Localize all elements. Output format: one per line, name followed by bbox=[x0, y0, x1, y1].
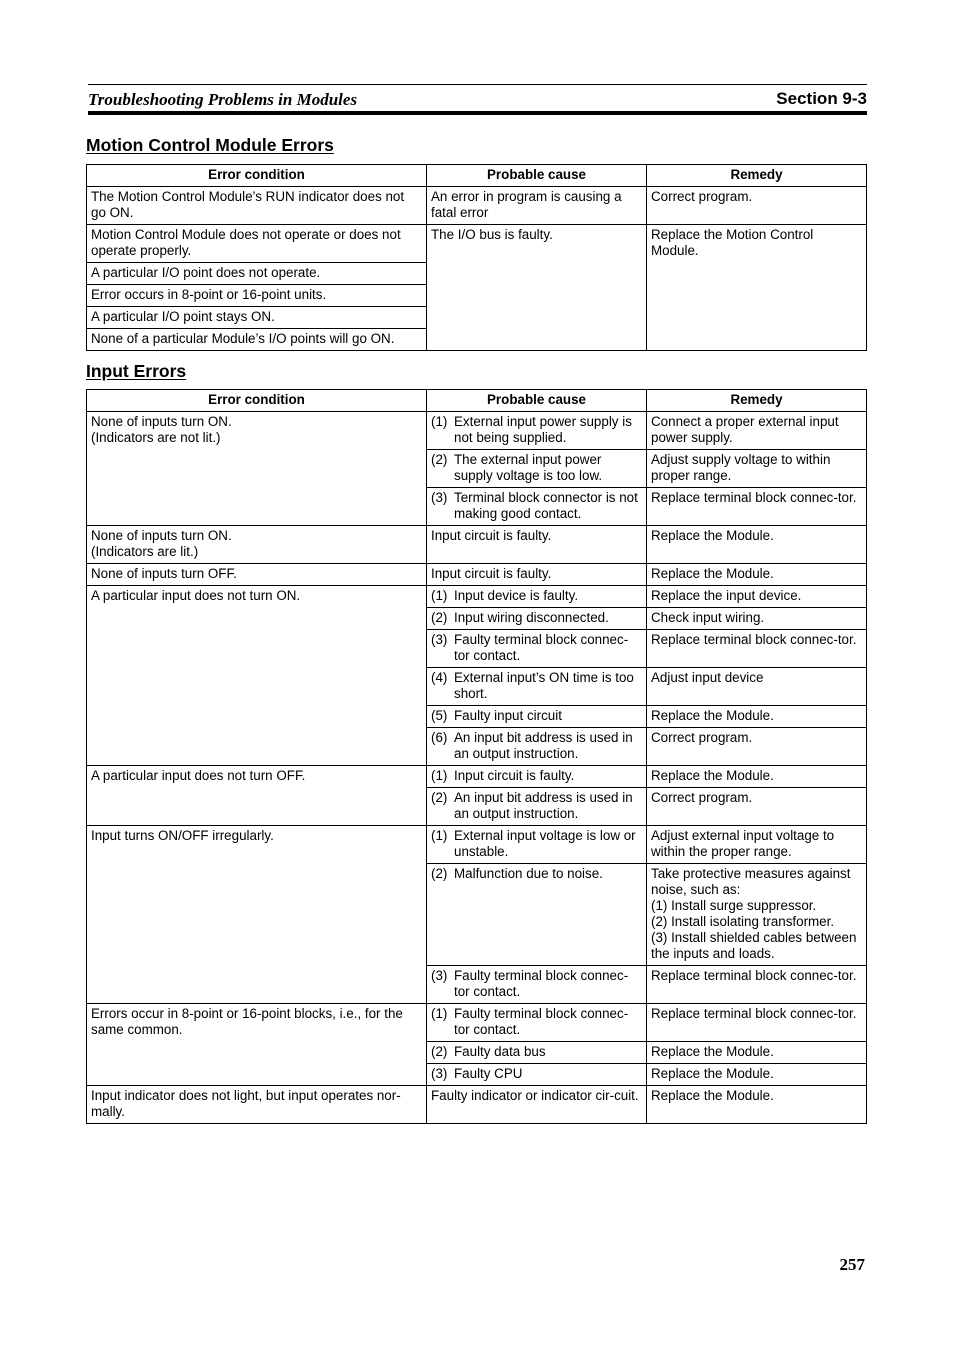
error-condition-cell: None of inputs turn ON. (Indicators are lit.) bbox=[87, 526, 427, 564]
probable-cause-cell bbox=[427, 668, 647, 706]
error-condition-cell: Input turns ON/OFF irregularly. bbox=[87, 826, 427, 1004]
cause-number: (2) bbox=[431, 790, 448, 805]
table-row bbox=[87, 187, 867, 225]
error-condition-cell: Motion Control Module does not operate or does not operate properly. bbox=[87, 225, 427, 263]
error-condition-cell: The Motion Control Module’s RUN indicator does not go ON. bbox=[87, 187, 427, 225]
input-errors-table bbox=[86, 389, 867, 1124]
table-row bbox=[87, 1086, 867, 1124]
cause-number: (4) bbox=[431, 670, 448, 685]
cause-text: Faulty data bus bbox=[454, 1044, 546, 1059]
cause-number: (1) bbox=[431, 828, 448, 843]
cause-text: An input bit address is used in an output instruction. bbox=[454, 790, 633, 821]
table-row bbox=[87, 766, 867, 788]
header-rule-top bbox=[88, 84, 867, 85]
cause-number: (2) bbox=[431, 1044, 448, 1059]
remedy-cell: Replace the Module. bbox=[647, 766, 867, 788]
remedy-cell: Connect a proper external input power supply. bbox=[647, 412, 867, 450]
cause-text: Faulty terminal block connec-tor contact. bbox=[454, 968, 629, 999]
table-header-row bbox=[87, 165, 867, 187]
probable-cause-cell bbox=[427, 412, 647, 450]
input-errors-heading: Input Errors bbox=[86, 361, 187, 381]
probable-cause-cell bbox=[427, 766, 647, 788]
error-condition-cell: A particular I/O point does not operate. bbox=[87, 263, 427, 285]
error-condition-cell: A particular input does not turn OFF. bbox=[87, 766, 427, 826]
probable-cause-cell bbox=[427, 966, 647, 1004]
cause-number: (1) bbox=[431, 588, 448, 603]
remedy-cell: Correct program. bbox=[647, 788, 867, 826]
error-condition-cell: None of inputs turn ON. (Indicators are not lit.) bbox=[87, 412, 427, 526]
cause-number: (3) bbox=[431, 1066, 448, 1081]
header-rule-bottom bbox=[88, 111, 867, 115]
cause-number: (3) bbox=[431, 632, 448, 647]
table-row bbox=[87, 826, 867, 864]
remedy-cell: Check input wiring. bbox=[647, 608, 867, 630]
probable-cause-cell bbox=[427, 864, 647, 966]
table-row bbox=[87, 586, 867, 608]
cause-number: (2) bbox=[431, 610, 448, 625]
table-row bbox=[87, 412, 867, 450]
probable-cause-cell bbox=[427, 586, 647, 608]
probable-cause-cell bbox=[427, 788, 647, 826]
cause-text: Input wiring disconnected. bbox=[454, 610, 609, 625]
probable-cause-cell bbox=[427, 1004, 647, 1042]
cause-number: (1) bbox=[431, 1006, 448, 1021]
remedy-cell: Replace terminal block connec-tor. bbox=[647, 630, 867, 668]
remedy-cell: Replace the Module. bbox=[647, 1064, 867, 1086]
column-header-remedy: Remedy bbox=[647, 165, 867, 187]
remedy-cell: Adjust supply voltage to within proper range. bbox=[647, 450, 867, 488]
remedy-cell: Replace the input device. bbox=[647, 586, 867, 608]
cause-text: Input circuit is faulty. bbox=[454, 768, 575, 783]
cause-text: The external input power supply voltage is too low. bbox=[454, 452, 603, 483]
error-condition-cell: A particular input does not turn ON. bbox=[87, 586, 427, 766]
remedy-cell: Replace terminal block connec-tor. bbox=[647, 966, 867, 1004]
remedy-cell: Correct program. bbox=[647, 187, 867, 225]
remedy-cell: Adjust external input voltage to within the proper range. bbox=[647, 826, 867, 864]
table-row bbox=[87, 1004, 867, 1042]
probable-cause-cell bbox=[427, 728, 647, 766]
cause-number: (5) bbox=[431, 708, 448, 723]
probable-cause-cell bbox=[427, 826, 647, 864]
cause-number: (1) bbox=[431, 768, 448, 783]
remedy-cell: Replace the Motion Control Module. bbox=[647, 225, 867, 351]
remedy-cell: Replace the Module. bbox=[647, 1042, 867, 1064]
cause-text: Malfunction due to noise. bbox=[454, 866, 603, 881]
remedy-cell: Replace terminal block connec-tor. bbox=[647, 1004, 867, 1042]
probable-cause-cell bbox=[427, 630, 647, 668]
column-header-probable-cause: Probable cause bbox=[427, 165, 647, 187]
cause-text: External input power supply is not being supplied. bbox=[454, 414, 632, 445]
remedy-cell: Replace terminal block connec-tor. bbox=[647, 488, 867, 526]
page-number: 257 bbox=[839, 1255, 865, 1274]
column-header-remedy: Remedy bbox=[647, 390, 867, 412]
running-header-title: Troubleshooting Problems in Modules bbox=[88, 90, 358, 109]
probable-cause-cell: Input circuit is faulty. bbox=[427, 564, 647, 586]
cause-text: Faulty CPU bbox=[454, 1066, 523, 1081]
probable-cause-cell bbox=[427, 1064, 647, 1086]
error-condition-cell: Error occurs in 8-point or 16-point units. bbox=[87, 285, 427, 307]
remedy-cell: Correct program. bbox=[647, 728, 867, 766]
error-condition-cell: Input indicator does not light, but input operates nor-mally. bbox=[87, 1086, 427, 1124]
cause-text: Faulty input circuit bbox=[454, 708, 562, 723]
cause-number: (3) bbox=[431, 968, 448, 983]
error-condition-cell: None of a particular Module’s I/O points will go ON. bbox=[87, 329, 427, 351]
table-header-row bbox=[87, 390, 867, 412]
cause-text: Input device is faulty. bbox=[454, 588, 579, 603]
probable-cause-cell bbox=[427, 608, 647, 630]
column-header-error-condition: Error condition bbox=[87, 390, 427, 412]
error-condition-cell: A particular I/O point stays ON. bbox=[87, 307, 427, 329]
remedy-cell: Replace the Module. bbox=[647, 706, 867, 728]
probable-cause-cell bbox=[427, 1042, 647, 1064]
remedy-cell: Replace the Module. bbox=[647, 526, 867, 564]
running-header-section: Section 9-3 bbox=[776, 89, 867, 108]
cause-number: (3) bbox=[431, 490, 448, 505]
probable-cause-cell: The I/O bus is faulty. bbox=[427, 225, 647, 351]
cause-number: (1) bbox=[431, 414, 448, 429]
cause-number: (6) bbox=[431, 730, 448, 745]
probable-cause-cell: Input circuit is faulty. bbox=[427, 526, 647, 564]
cause-text: External input voltage is low or unstable. bbox=[454, 828, 636, 859]
table-row bbox=[87, 225, 867, 263]
probable-cause-cell bbox=[427, 706, 647, 728]
remedy-cell: Take protective measures against noise, such as: (1) Install surge suppressor. (2) Install isolating transformer. (3) Install shielded cables between the inputs and loads. bbox=[647, 864, 867, 966]
table-row bbox=[87, 564, 867, 586]
error-condition-cell: Errors occur in 8-point or 16-point blocks, i.e., for the same common. bbox=[87, 1004, 427, 1086]
cause-text: An input bit address is used in an output instruction. bbox=[454, 730, 633, 761]
remedy-cell: Replace the Module. bbox=[647, 564, 867, 586]
motion-errors-table bbox=[86, 164, 867, 351]
cause-text: External input’s ON time is too short. bbox=[454, 670, 634, 701]
motion-errors-heading: Motion Control Module Errors bbox=[86, 135, 334, 155]
table-row bbox=[87, 526, 867, 564]
probable-cause-cell bbox=[427, 450, 647, 488]
probable-cause-cell: An error in program is causing a fatal error bbox=[427, 187, 647, 225]
remedy-cell: Replace the Module. bbox=[647, 1086, 867, 1124]
column-header-error-condition: Error condition bbox=[87, 165, 427, 187]
cause-number: (2) bbox=[431, 866, 448, 881]
probable-cause-cell: Faulty indicator or indicator cir-cuit. bbox=[427, 1086, 647, 1124]
cause-text: Faulty terminal block connec-tor contact. bbox=[454, 632, 629, 663]
cause-number: (2) bbox=[431, 452, 448, 467]
error-condition-cell: None of inputs turn OFF. bbox=[87, 564, 427, 586]
cause-text: Terminal block connector is not making good contact. bbox=[454, 490, 638, 521]
cause-text: Faulty terminal block connec-tor contact. bbox=[454, 1006, 629, 1037]
column-header-probable-cause: Probable cause bbox=[427, 390, 647, 412]
probable-cause-cell bbox=[427, 488, 647, 526]
remedy-cell: Adjust input device bbox=[647, 668, 867, 706]
